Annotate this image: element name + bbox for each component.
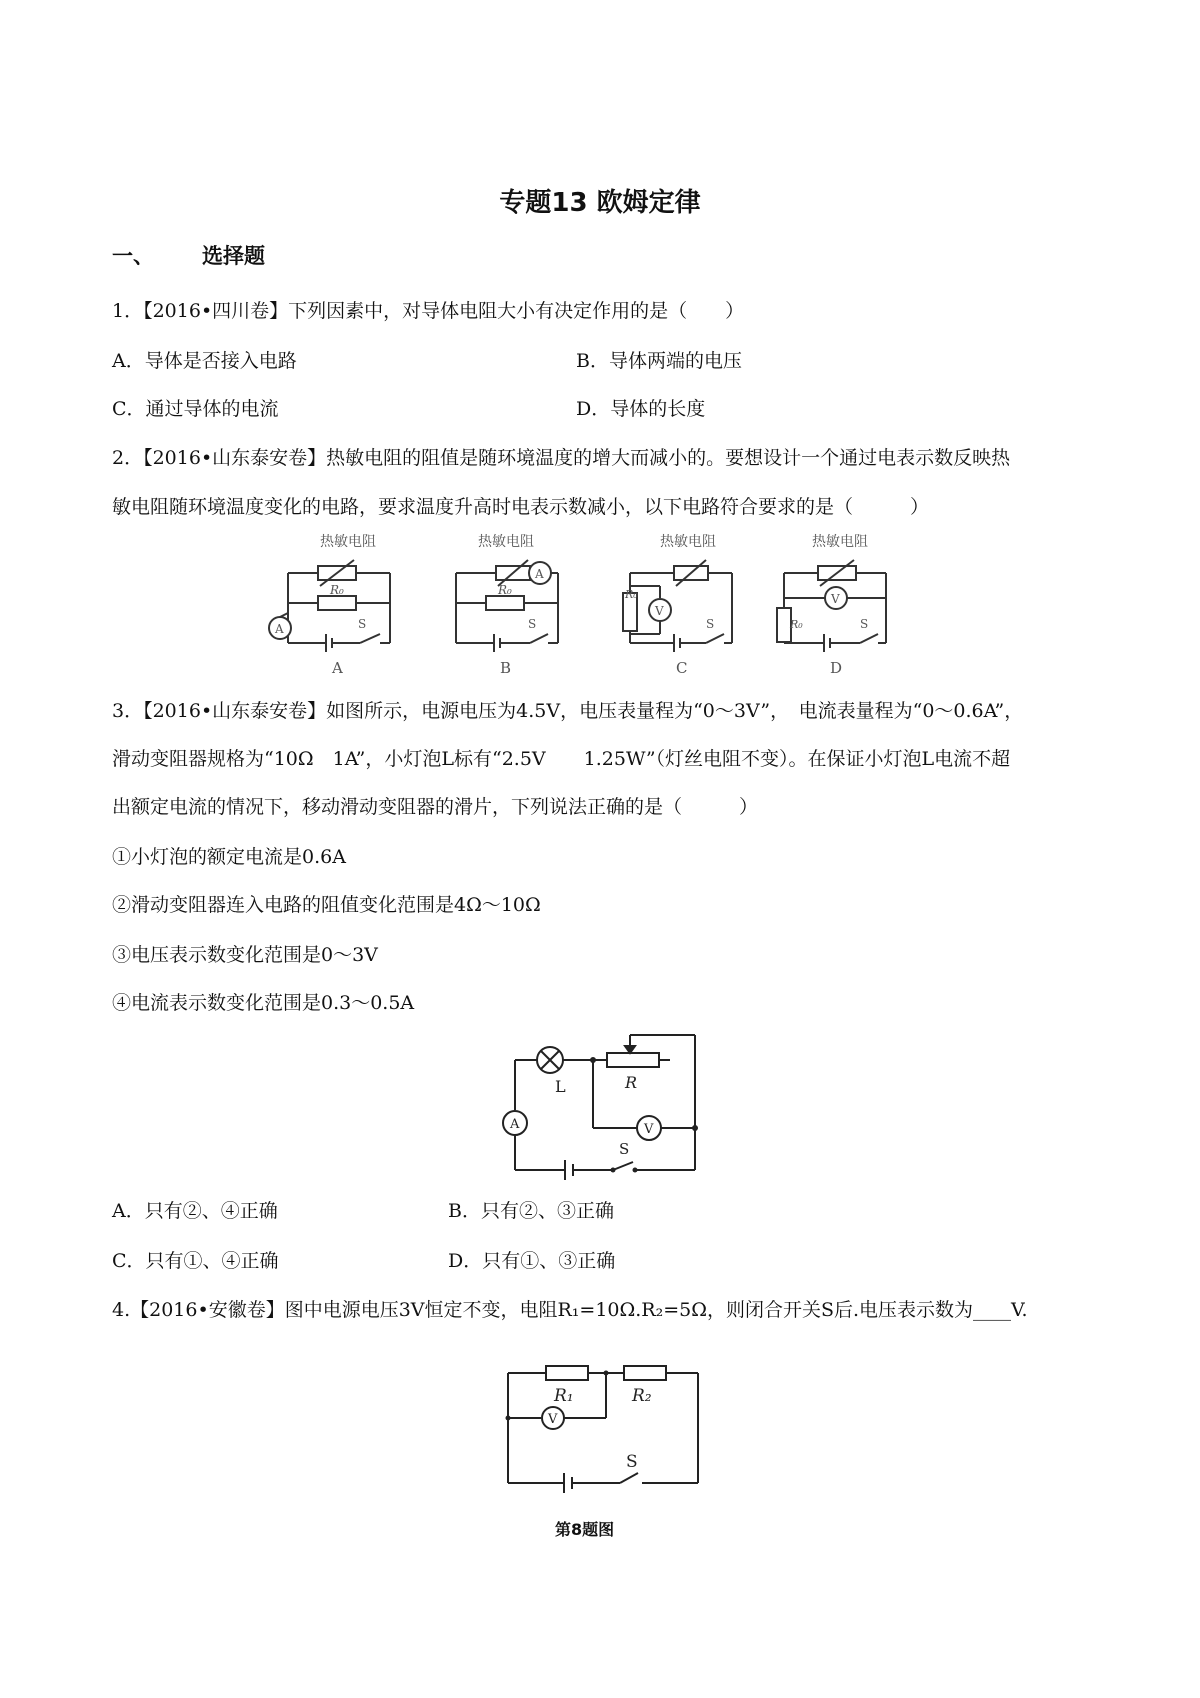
- q2-circuit-figures: [260, 528, 940, 680]
- q1-option-a: A．导体是否接入电路: [112, 350, 297, 372]
- q3-statement-1: ①小灯泡的额定电流是0.6A: [112, 846, 346, 868]
- q2-fig-b-meter: A: [535, 567, 544, 581]
- q2-fig-a-switch: S: [358, 617, 367, 631]
- q2-figure-a: [269, 560, 390, 652]
- q3-fig-rheostat-label: R: [625, 1073, 638, 1092]
- q1-stem: 1．【2016•四川卷】下列因素中，对导体电阻大小有决定作用的是（ ）: [112, 300, 745, 322]
- q3-stem-line3: 出额定电流的情况下，移动滑动变阻器的滑片，下列说法正确的是（ ）: [112, 796, 759, 818]
- q3-fig-ammeter-label: A: [510, 1117, 520, 1132]
- q2-fig-b-switch: S: [528, 617, 537, 631]
- q2-fig-a-r0: R₀: [330, 583, 344, 597]
- q4-figure-caption: 第8题图: [555, 1520, 615, 1539]
- q2-figure-c: [623, 560, 732, 652]
- q3-stem-line2: 滑动变阻器规格为“10Ω 1A”，小灯泡L标有“2.5V 1.25W”（灯丝电阻不变）。在保证小灯泡L电流不超: [112, 748, 1011, 770]
- q2-fig-d-meter: V: [831, 592, 840, 606]
- q4-fig-switch-label: S: [626, 1452, 638, 1472]
- q2-fig-d-switch: S: [860, 617, 869, 631]
- q2-fig-d-letter: D: [830, 659, 843, 677]
- q2-fig-c-letter: C: [676, 659, 688, 677]
- q3-statement-3: ③电压表示数变化范围是0～3V: [112, 944, 378, 966]
- q2-fig-b-letter: B: [500, 659, 512, 677]
- q3-fig-voltmeter-label: V: [644, 1122, 654, 1137]
- q2-fig-c-switch: S: [706, 617, 715, 631]
- q2-fig-c-meter: V: [655, 604, 664, 618]
- q3-option-b: B．只有②、③正确: [448, 1200, 614, 1222]
- q2-fig-d-r0: R₀: [790, 618, 803, 631]
- q3-statement-4: ④电流表示数变化范围是0.3～0.5A: [112, 992, 415, 1014]
- q2-fig-a-caption: 热敏电阻: [320, 534, 376, 550]
- q1-option-d: D．导体的长度: [576, 398, 706, 420]
- q4-fig-r2-label: R₂: [632, 1386, 652, 1406]
- section-number: 一、: [112, 244, 154, 268]
- q2-fig-b-r0: R₀: [498, 583, 512, 597]
- q4-stem: 4.【2016•安徽卷】图中电源电压3V恒定不变，电阻R₁=10Ω.R₂=5Ω，则闭合开关S后.电压表示数为____V.: [112, 1299, 1028, 1321]
- q3-statement-2: ②滑动变阻器连入电路的阻值变化范围是4Ω～10Ω: [112, 894, 541, 916]
- section-label: 选择题: [202, 244, 265, 268]
- q2-stem-line1: 2．【2016•山东泰安卷】热敏电阻的阻值是随环境温度的增大而减小的。要想设计一个通过电表示数反映热: [112, 447, 1011, 469]
- q2-fig-c-caption: 热敏电阻: [660, 534, 716, 550]
- q3-stem-line1: 3．【2016•山东泰安卷】如图所示，电源电压为4.5V，电压表量程为“0～3V”， 电流表量程为“0～0.6A”，: [112, 700, 1024, 722]
- q2-fig-d-caption: 热敏电阻: [812, 534, 868, 550]
- q3-option-d: D．只有①、③正确: [448, 1250, 616, 1272]
- q2-fig-a-letter: A: [332, 659, 343, 677]
- page-title: 专题13 欧姆定律: [499, 188, 701, 218]
- q3-option-a: A．只有②、④正确: [112, 1200, 278, 1222]
- q3-fig-switch-label: S: [619, 1140, 630, 1158]
- q4-fig-voltmeter-label: V: [548, 1412, 558, 1427]
- q3-fig-lamp-label: L: [555, 1077, 566, 1096]
- q3-option-c: C．只有①、④正确: [112, 1250, 279, 1272]
- q2-stem-line2: 敏电阻随环境温度变化的电路，要求温度升高时电表示数减小，以下电路符合要求的是（ ）: [112, 496, 930, 518]
- q2-figure-d: [777, 560, 886, 652]
- q2-fig-b-caption: 热敏电阻: [478, 534, 534, 550]
- section-heading: [112, 240, 265, 270]
- q3-circuit-figure: [495, 1030, 705, 1180]
- q1-option-c: C．通过导体的电流: [112, 398, 279, 420]
- q1-option-b: B．导体两端的电压: [576, 350, 742, 372]
- q2-fig-a-meter: A: [275, 622, 284, 636]
- q4-circuit-figure: [498, 1355, 708, 1495]
- q2-fig-c-r0: R₀: [625, 588, 638, 601]
- q4-fig-r1-label: R₁: [554, 1386, 574, 1406]
